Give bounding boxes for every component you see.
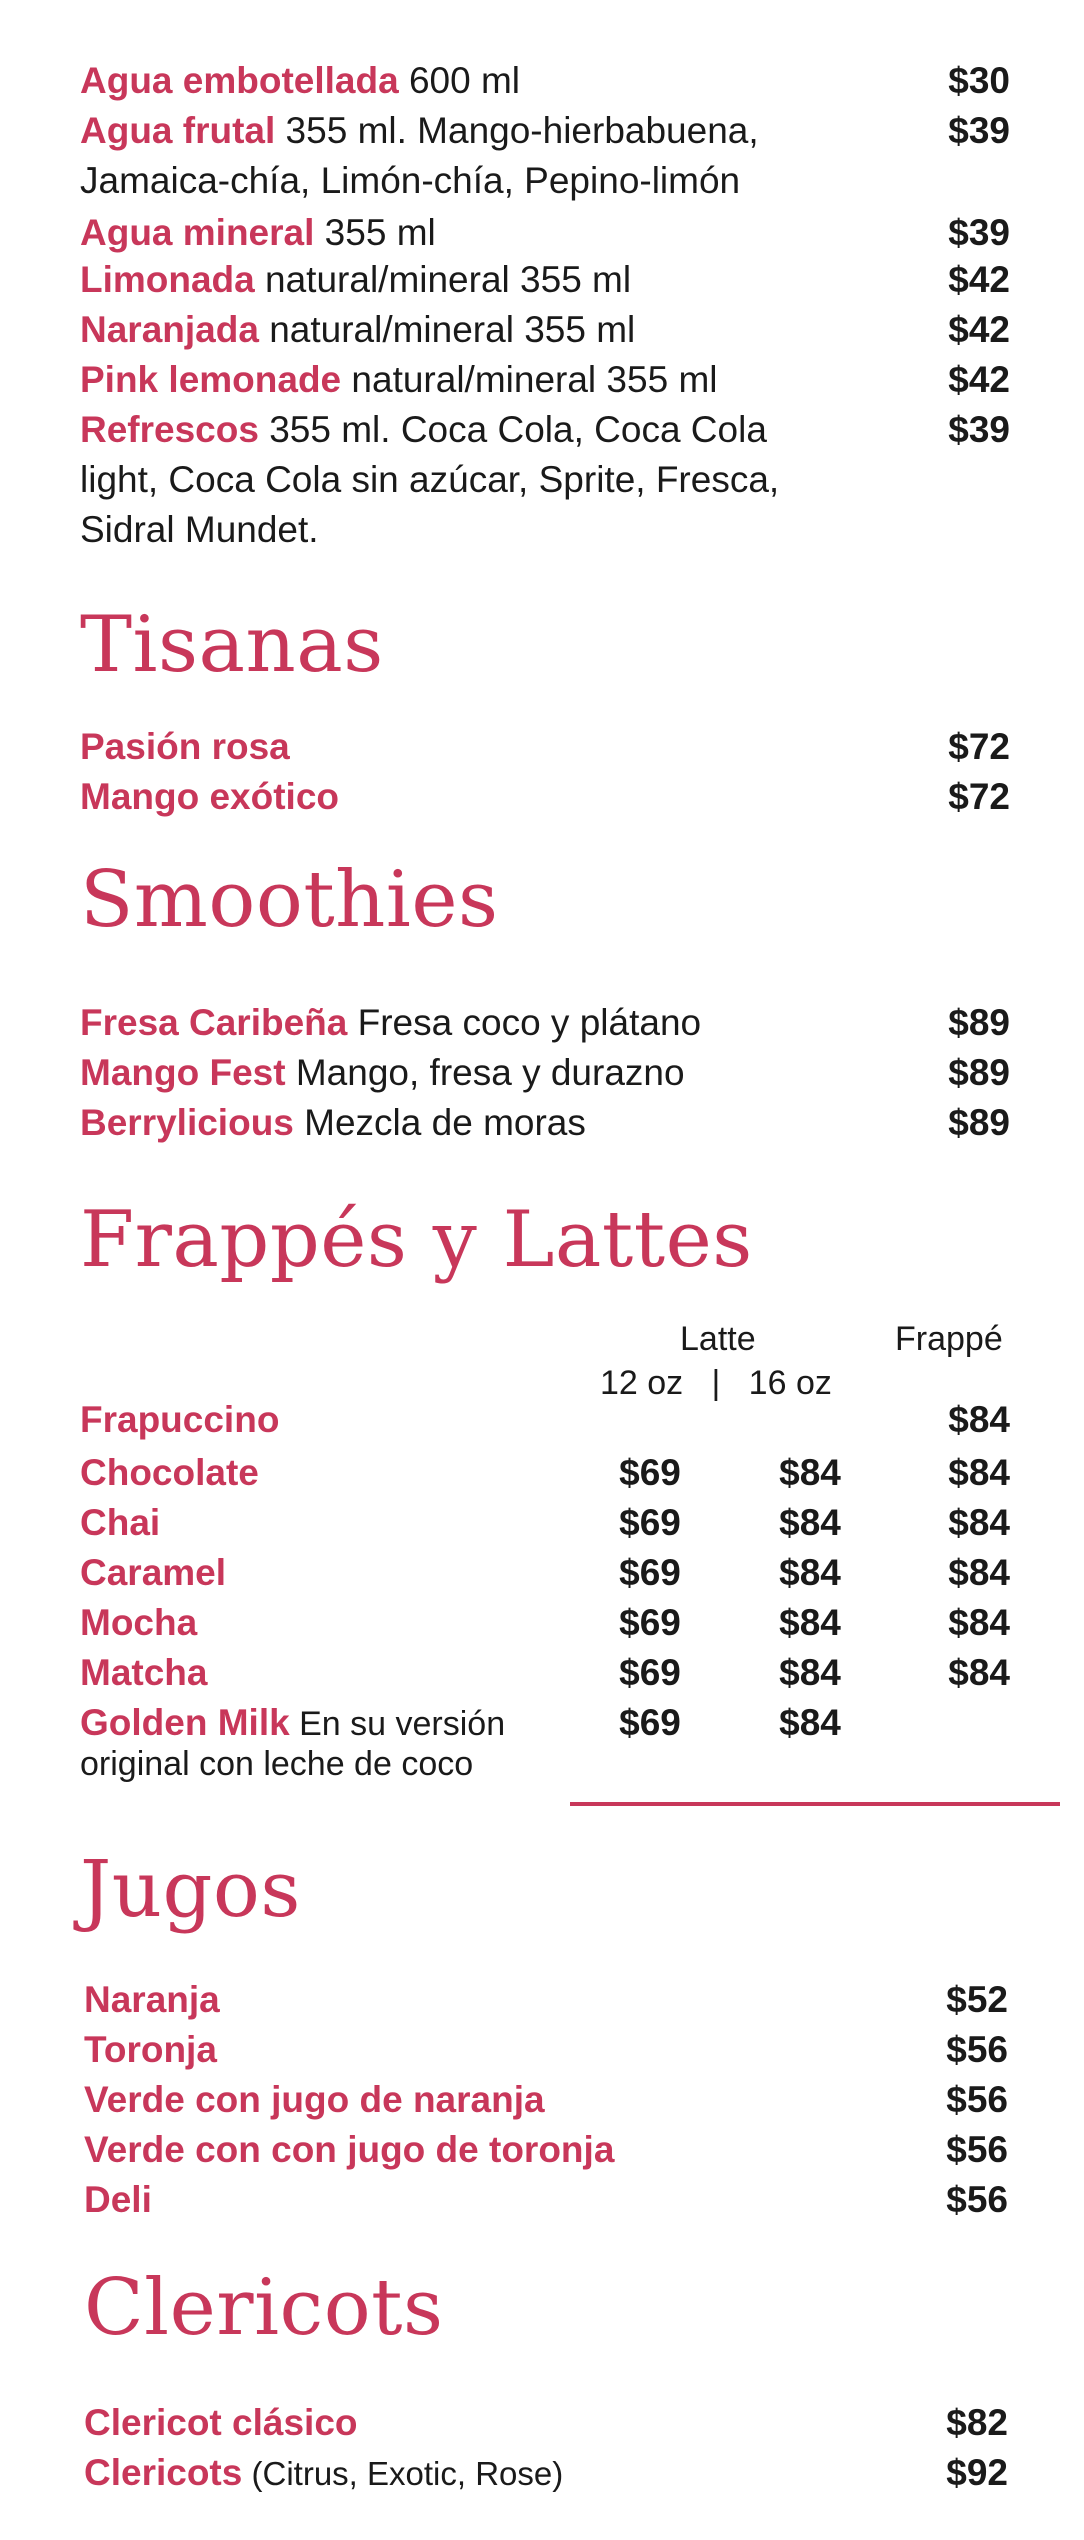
table-row (80, 1698, 1010, 1748)
price-frappe: $84 (948, 1602, 1010, 1643)
item-name: Chai (80, 1502, 161, 1543)
item-desc: 355 ml. Mango-hierbabuena, Jamaica-chía, Limón-chía, Pepino-limón (80, 110, 759, 201)
item-price: $89 (948, 1002, 1010, 1043)
menu-item (80, 772, 1010, 822)
menu-item (84, 2125, 1008, 2175)
item-name: Clericots (84, 2452, 243, 2493)
item-price: $30 (948, 60, 1010, 101)
item-name: Toronja (84, 2029, 217, 2070)
price-latte-16: $84 (779, 1702, 841, 1743)
section-title-jugos: Jugos (80, 1845, 301, 1935)
item-name: Verde con jugo de naranja (84, 2079, 545, 2120)
price-latte-16: $84 (779, 1552, 841, 1593)
price-latte-12: $69 (619, 1502, 681, 1543)
item-name: Fresa Caribeña (80, 1002, 348, 1043)
item-name: Agua embotellada (80, 60, 399, 101)
item-name: Limonada (80, 259, 255, 300)
section-title-tisanas: Tisanas (80, 600, 384, 690)
item-price: $82 (946, 2402, 1008, 2443)
item-price: $42 (948, 309, 1010, 350)
item-name: Naranja (84, 1979, 220, 2020)
menu-item (80, 998, 1010, 1048)
item-name: Naranjada (80, 309, 259, 350)
item-desc: 600 ml (398, 60, 521, 101)
column-header-frappe: Frappé (895, 1320, 1003, 1358)
item-price: $92 (946, 2452, 1008, 2493)
golden-milk-note: original con leche de coco (80, 1745, 474, 1783)
price-frappe: $84 (948, 1399, 1010, 1440)
table-row (80, 1498, 1010, 1548)
item-desc: Mezcla de moras (293, 1102, 586, 1143)
menu-item (84, 2448, 1008, 2499)
item-name: Agua mineral (80, 212, 315, 253)
price-latte-12: $69 (619, 1552, 681, 1593)
item-price: $56 (946, 2029, 1008, 2070)
item-desc: natural/mineral 355 ml (341, 359, 718, 400)
item-name: Golden Milk (80, 1702, 290, 1743)
item-desc: Fresa coco y plátano (347, 1002, 702, 1043)
item-name: Chocolate (80, 1452, 259, 1493)
item-desc: natural/mineral 355 ml (254, 259, 632, 300)
menu-item (80, 208, 1010, 258)
table-row (80, 1598, 1010, 1648)
item-name: Mocha (80, 1602, 198, 1643)
item-price: $89 (948, 1102, 1010, 1143)
menu-item (84, 2175, 1008, 2225)
price-latte-16: $84 (779, 1502, 841, 1543)
menu-item (84, 2398, 1008, 2448)
price-frappe: $84 (948, 1652, 1010, 1693)
menu-item (84, 2025, 1008, 2075)
item-name: Frapuccino (80, 1399, 280, 1440)
table-row (80, 1395, 1010, 1445)
item-price: $56 (946, 2129, 1008, 2170)
price-latte-12: $69 (619, 1602, 681, 1643)
item-price: $72 (948, 726, 1010, 767)
item-name: Deli (84, 2179, 152, 2220)
item-price: $72 (948, 776, 1010, 817)
menu-item (80, 1048, 1010, 1098)
menu-item (80, 405, 1010, 555)
section-title-clericots: Clericots (84, 2263, 444, 2353)
table-row (80, 1548, 1010, 1598)
price-frappe: $84 (948, 1552, 1010, 1593)
section-divider (570, 1802, 1060, 1806)
item-price: $42 (948, 259, 1010, 300)
section-title-smoothies: Smoothies (80, 855, 499, 945)
table-row (80, 1648, 1010, 1698)
menu-item (80, 355, 1010, 405)
item-price: $89 (948, 1052, 1010, 1093)
item-name: Refrescos (80, 409, 259, 450)
item-name: Matcha (80, 1652, 208, 1693)
menu-item (80, 305, 1010, 355)
column-header-sizes: 12 oz | 16 oz (600, 1364, 832, 1402)
price-latte-16: $84 (779, 1652, 841, 1693)
item-name: Clericot clásico (84, 2402, 358, 2443)
item-desc: 355 ml (314, 212, 436, 253)
menu-item (80, 1098, 1010, 1148)
price-frappe: $84 (948, 1502, 1010, 1543)
price-latte-12: $69 (619, 1652, 681, 1693)
item-desc: (Citrus, Exotic, Rose) (242, 2455, 564, 2492)
item-desc: natural/mineral 355 ml (258, 309, 636, 350)
item-desc: En su versión (289, 1705, 506, 1743)
item-name: Pink lemonade (80, 359, 342, 400)
section-title-frappes: Frappés y Lattes (80, 1195, 753, 1285)
price-latte-16: $84 (779, 1602, 841, 1643)
item-price: $39 (948, 409, 1010, 450)
price-latte-16: $84 (779, 1452, 841, 1493)
price-latte-12: $69 (619, 1702, 681, 1743)
menu-item (80, 722, 1010, 772)
item-name: Caramel (80, 1552, 227, 1593)
item-name: Berrylicious (80, 1102, 294, 1143)
table-row (80, 1448, 1010, 1498)
item-price: $42 (948, 359, 1010, 400)
column-header-latte: Latte (680, 1320, 756, 1358)
item-name: Mango Fest (80, 1052, 286, 1093)
item-name: Pasión rosa (80, 726, 290, 767)
menu-item (80, 255, 1010, 305)
item-desc: 355 ml. Coca Cola, Coca Cola light, Coca Cola sin azúcar, Sprite, Fresca, Sidral Mundet. (80, 409, 780, 550)
item-name: Verde con con jugo de toronja (84, 2129, 615, 2170)
item-price: $56 (946, 2079, 1008, 2120)
item-price: $52 (946, 1979, 1008, 2020)
menu-item (80, 106, 1010, 206)
price-latte-12: $69 (619, 1452, 681, 1493)
menu-item (84, 2075, 1008, 2125)
item-desc: Mango, fresa y durazno (285, 1052, 685, 1093)
menu-item (80, 56, 1010, 106)
item-name: Mango exótico (80, 776, 340, 817)
price-frappe: $84 (948, 1452, 1010, 1493)
item-name: Agua frutal (80, 110, 276, 151)
item-price: $39 (948, 212, 1010, 253)
menu-item (84, 1975, 1008, 2025)
item-price: $39 (948, 110, 1010, 151)
item-price: $56 (946, 2179, 1008, 2220)
